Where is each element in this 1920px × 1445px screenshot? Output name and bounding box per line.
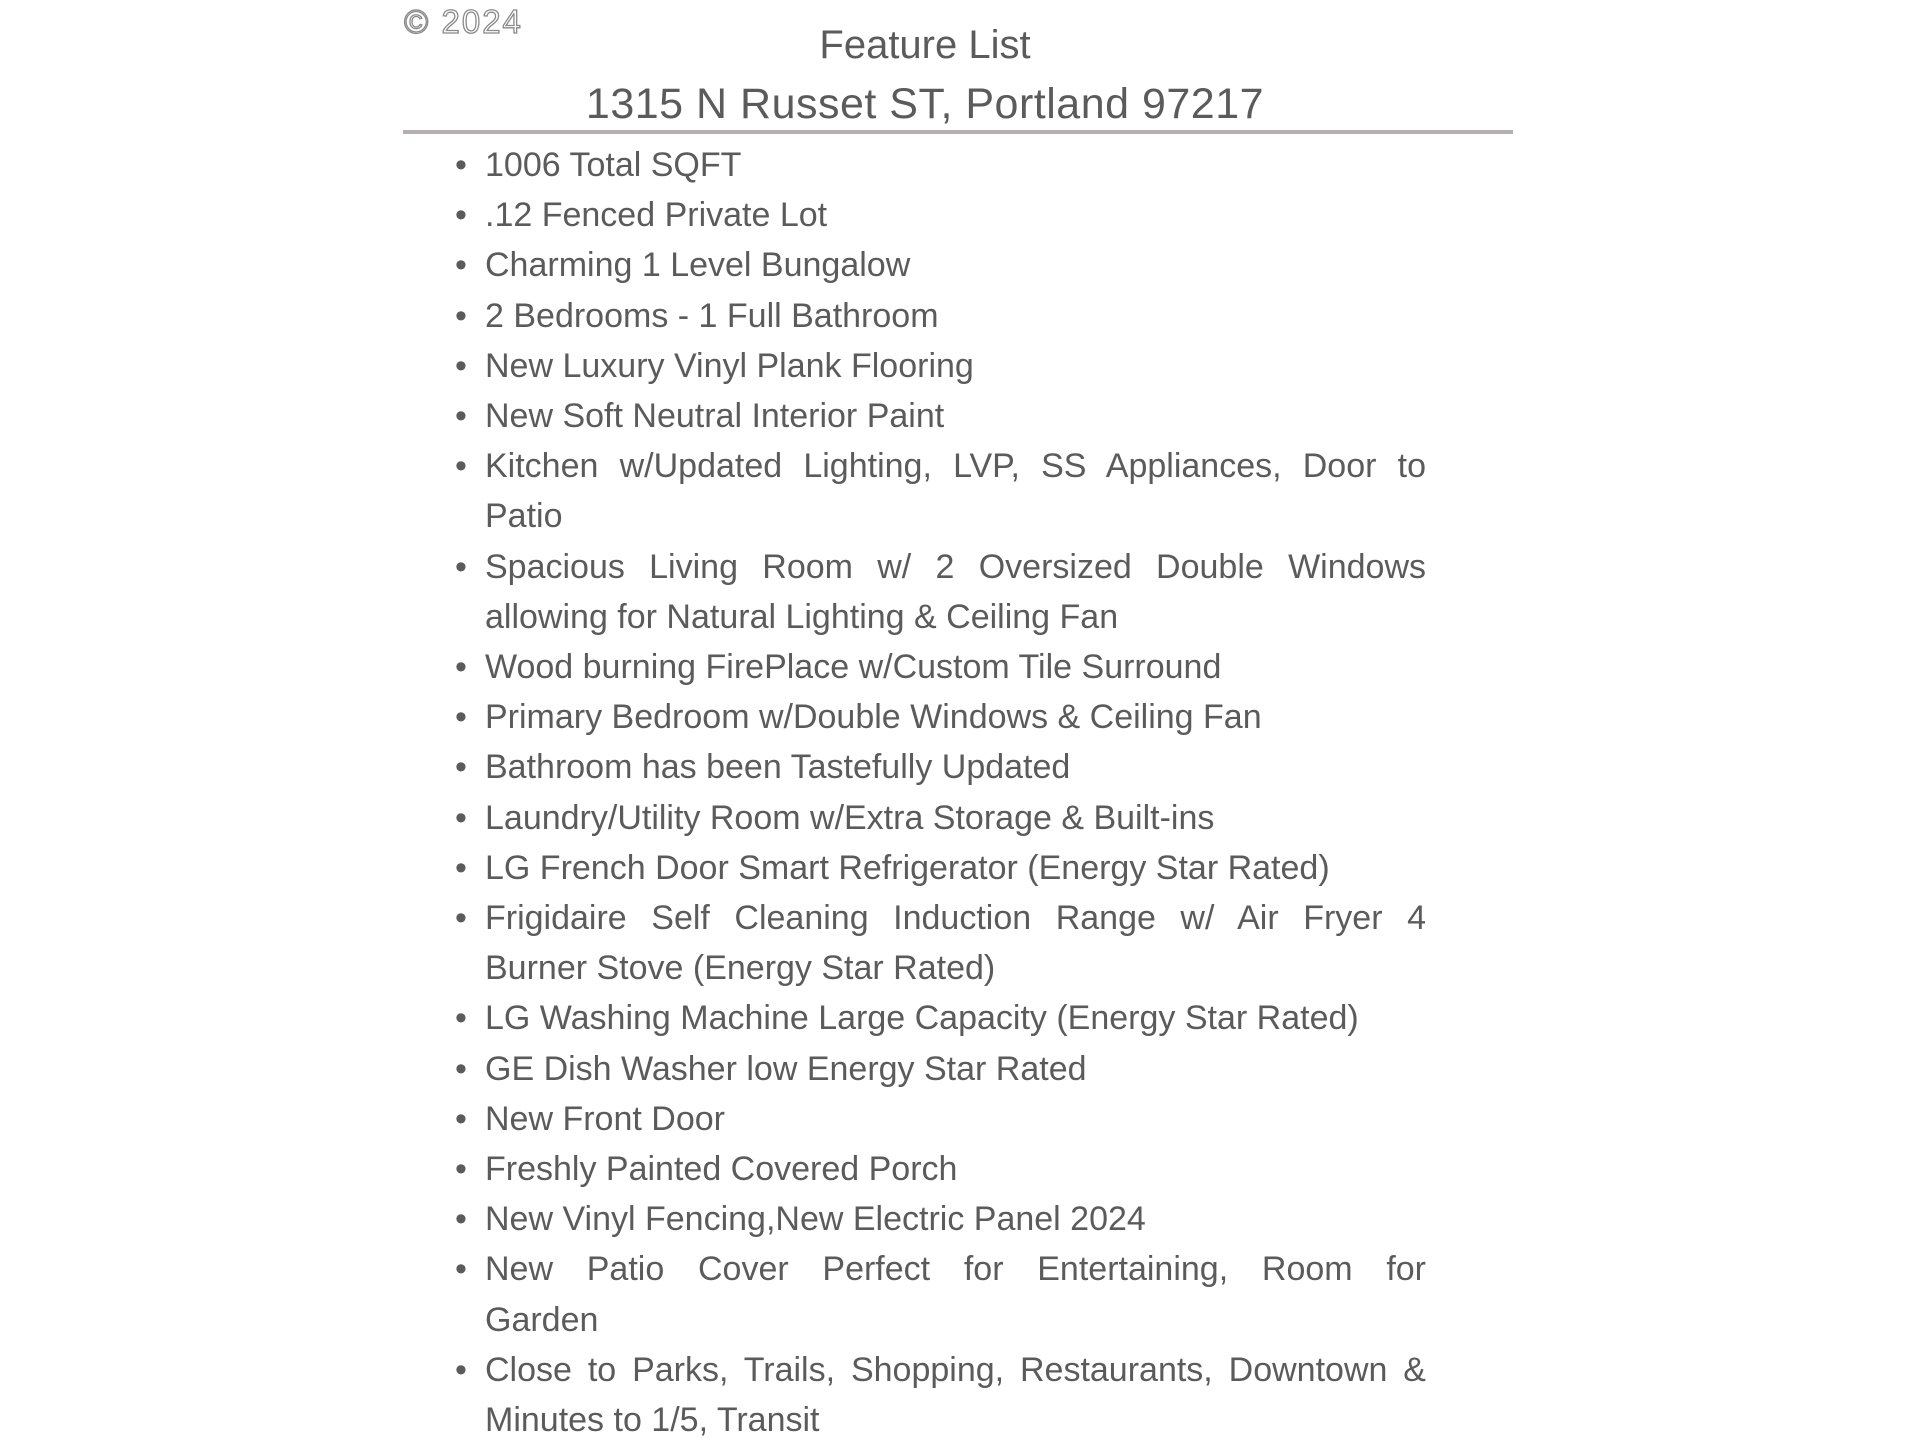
feature-line: Burner Stove (Energy Star Rated) xyxy=(485,949,996,988)
feature-line: • Spacious Living Room w/ 2 Oversized Double Windows xyxy=(485,547,1426,586)
feature-line: • New Vinyl Fencing,New Electric Panel 2024 xyxy=(485,1200,1146,1239)
feature-item xyxy=(453,793,1426,843)
feature-item xyxy=(453,1345,1426,1445)
feature-line: • .12 Fenced Private Lot xyxy=(485,196,828,235)
feature-item xyxy=(453,391,1426,441)
feature-item xyxy=(453,642,1426,692)
copyright-watermark: © 2024 xyxy=(404,3,523,40)
feature-line: • New Patio Cover Perfect for Entertaining, Room for xyxy=(485,1250,1426,1289)
feature-item xyxy=(453,1194,1426,1244)
feature-line: • Kitchen w/Updated Lighting, LVP, SS Appliances, Door to xyxy=(485,447,1426,486)
feature-item xyxy=(453,1144,1426,1194)
feature-line: • Wood burning FirePlace w/Custom Tile Surround xyxy=(485,648,1222,687)
feature-line: • Primary Bedroom w/Double Windows & Ceiling Fan xyxy=(485,698,1262,737)
feature-line: allowing for Natural Lighting & Ceiling Fan xyxy=(485,597,1119,636)
feature-item xyxy=(453,893,1426,993)
feature-line: • New Front Door xyxy=(485,1099,725,1138)
feature-item xyxy=(453,692,1426,742)
feature-item xyxy=(453,240,1426,290)
feature-item xyxy=(453,1094,1426,1144)
feature-line: • Laundry/Utility Room w/Extra Storage & Built-ins xyxy=(485,798,1215,837)
feature-line: • Frigidaire Self Cleaning Induction Range w/ Air Fryer 4 xyxy=(485,899,1426,938)
feature-item xyxy=(453,1044,1426,1094)
feature-item xyxy=(453,1244,1426,1344)
feature-line: Minutes to 1/5, Transit xyxy=(485,1401,820,1440)
feature-item xyxy=(453,291,1426,341)
feature-item xyxy=(453,742,1426,792)
feature-line: • GE Dish Washer low Energy Star Rated xyxy=(485,1049,1087,1088)
feature-line: • Freshly Painted Covered Porch xyxy=(485,1150,958,1189)
feature-item xyxy=(453,542,1426,642)
feature-line: Patio xyxy=(485,497,563,536)
feature-item xyxy=(453,993,1426,1043)
feature-line: • 2 Bedrooms - 1 Full Bathroom xyxy=(485,296,939,335)
feature-line: • Bathroom has been Tastefully Updated xyxy=(485,748,1071,787)
feature-item xyxy=(453,140,1426,190)
feature-line: • Close to Parks, Trails, Shopping, Restaurants, Downtown & xyxy=(485,1350,1426,1389)
feature-list xyxy=(453,140,1426,1445)
header-divider xyxy=(403,130,1513,134)
property-address: 1315 N Russet ST, Portland 97217 xyxy=(585,80,1265,128)
feature-line: • New Luxury Vinyl Plank Flooring xyxy=(485,346,974,385)
feature-item xyxy=(453,190,1426,240)
feature-item xyxy=(453,441,1426,541)
feature-item xyxy=(453,341,1426,391)
feature-line: • 1006 Total SQFT xyxy=(485,146,742,184)
feature-line: • LG French Door Smart Refrigerator (Energy Star Rated) xyxy=(485,848,1330,887)
feature-line: • New Soft Neutral Interior Paint xyxy=(485,397,945,436)
page-title: Feature List xyxy=(819,23,1031,67)
feature-line: Garden xyxy=(485,1300,599,1339)
feature-item xyxy=(453,843,1426,893)
feature-line: • Charming 1 Level Bungalow xyxy=(485,246,911,285)
document-header xyxy=(403,0,1447,134)
feature-line: • LG Washing Machine Large Capacity (Energy Star Rated) xyxy=(485,999,1359,1038)
